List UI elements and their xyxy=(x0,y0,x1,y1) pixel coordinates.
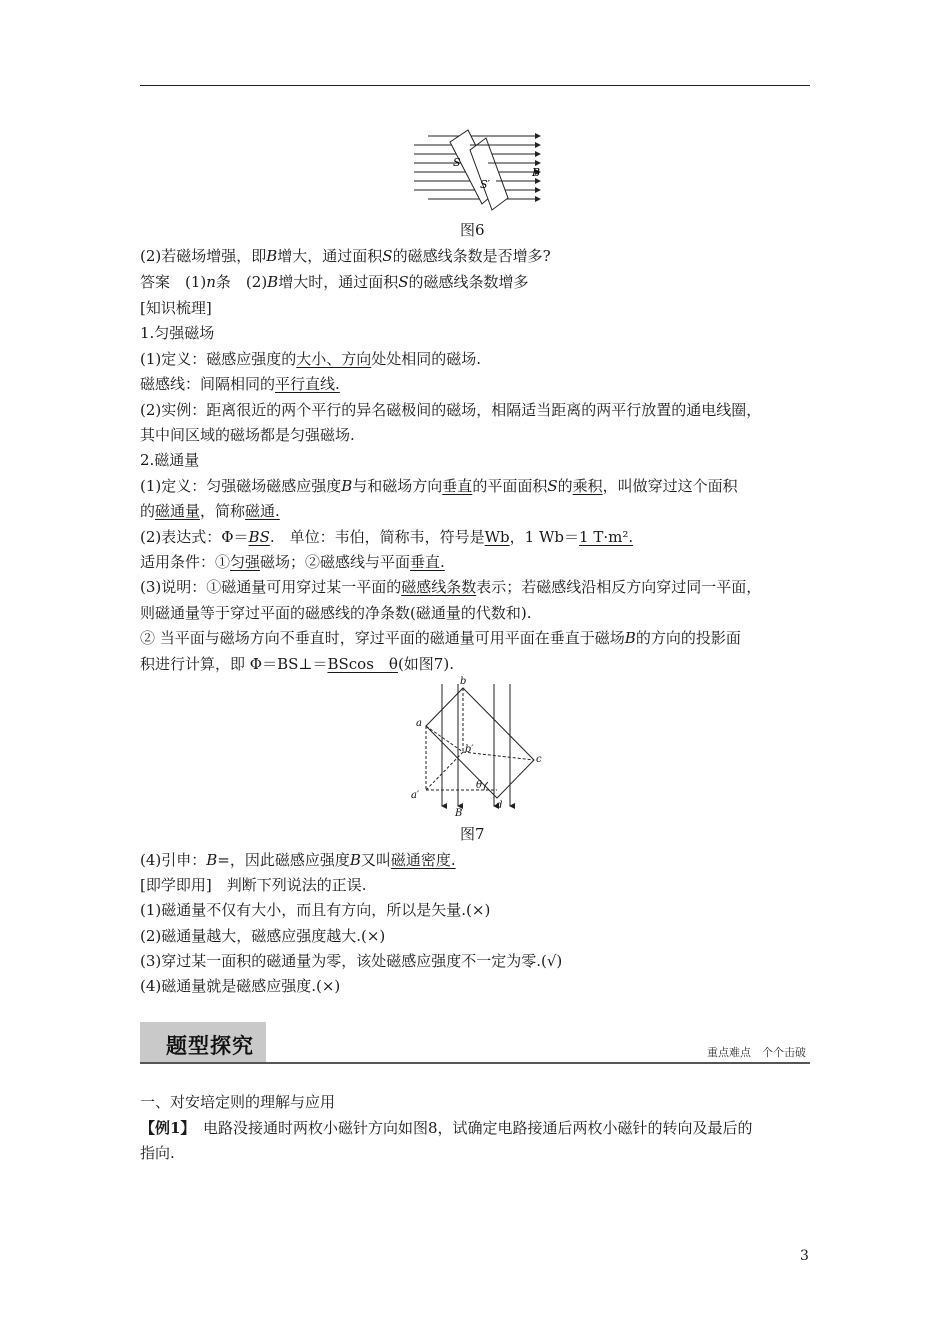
example-1-line-2: 指向. xyxy=(140,1144,175,1162)
label-d: d xyxy=(496,800,503,811)
label-s: S xyxy=(453,156,461,169)
question-2: (2)若磁场增强，即B增大，通过面积S的磁感线条数是否增多? xyxy=(140,247,551,265)
banner-title: 题型探究 xyxy=(166,1034,254,1058)
example-line-2: 其中间区域的磁场都是匀强磁场. xyxy=(140,426,355,444)
section-banner xyxy=(140,1022,810,1064)
knowledge-heading: [知识梳理] xyxy=(140,299,212,317)
uniform-field-definition: (1)定义：磁感应强度的大小、方向处处相同的磁场. xyxy=(140,350,482,368)
label-a-prime: a′ xyxy=(411,790,420,801)
extension-line: (4)引申：B=，因此磁感应强度B又叫磁通密度. xyxy=(140,851,456,869)
page-number: 3 xyxy=(800,1248,809,1264)
practice-heading: [即学即用] 判断下列说法的正误. xyxy=(140,876,367,894)
note-line-3: ② 当平面与磁场方向不垂直时，穿过平面的磁通量可用平面在垂直于磁场B的方向的投影面 xyxy=(140,629,741,647)
practice-item-1: (1)磁通量不仅有大小，而且有方向，所以是矢量.(×) xyxy=(140,901,491,919)
flux-expression: (2)表达式：Φ＝BS. 单位：韦伯，简称韦，符号是Wb，1 Wb＝1 T·m². xyxy=(140,528,634,546)
section-1-heading: 一、对安培定则的理解与应用 xyxy=(140,1093,336,1111)
applicable-conditions: 适用条件：①匀强磁场；②磁感线与平面垂直. xyxy=(140,553,445,571)
section-2-title: 2.磁通量 xyxy=(140,451,200,469)
figure-6 xyxy=(408,128,548,214)
label-field-b: B xyxy=(455,808,463,819)
label-b: B xyxy=(532,166,541,179)
figure-7 xyxy=(408,676,548,820)
banner-rule xyxy=(140,1062,810,1064)
label-c: c xyxy=(536,754,542,765)
practice-item-4: (4)磁通量就是磁感应强度.(×) xyxy=(140,977,341,995)
header-rule xyxy=(140,85,810,86)
example-1-line-1: 【例1】 电路没接通时两枚小磁针方向如图8，试确定电路接通后两枚小磁针的转向及最后的 xyxy=(140,1119,753,1137)
label-a: a xyxy=(416,718,422,729)
label-b-prime: b′ xyxy=(465,744,474,755)
practice-item-3: (3)穿过某一面积的磁通量为零，该处磁感应强度不一定为零.(√) xyxy=(140,952,563,970)
practice-item-2: (2)磁通量越大，磁感应强度越大.(×) xyxy=(140,927,386,945)
example-line-1: (2)实例：距离很近的两个平行的异名磁极间的磁场，相隔适当距离的两平行放置的通电线圈， xyxy=(140,401,762,419)
note-line-1: (3)说明：①磁通量可用穿过某一平面的磁感线条数表示；若磁感线沿相反方向穿过同一平面， xyxy=(140,578,762,596)
answer-line: 答案 (1)n条 (2)B增大时，通过面积S的磁感线条数增多 xyxy=(140,273,529,291)
label-theta: θ xyxy=(476,780,483,791)
note-line-4: 积进行计算，即 Φ＝BS⊥＝BScos θ(如图7). xyxy=(140,655,454,673)
section-1-title: 1.匀强磁场 xyxy=(140,324,215,342)
field-lines-text: 磁感线：间隔相同的平行直线. xyxy=(140,375,340,393)
note-line-2: 则磁通量等于穿过平面的磁感线的净条数(磁通量的代数和). xyxy=(140,604,532,622)
figure-6-caption: 图6 xyxy=(460,221,485,239)
label-s-prime: S′ xyxy=(480,178,491,191)
flux-definition-1: (1)定义：匀强磁场磁感应强度B与和磁场方向垂直的平面面积S的乘积，叫做穿过这个面积 xyxy=(140,477,738,495)
label-b-vertex: b xyxy=(460,676,467,687)
banner-subtitle: 重点难点 个个击破 xyxy=(707,1046,806,1059)
figure-7-caption: 图7 xyxy=(460,825,485,843)
flux-definition-2: 的磁通量，简称磁通. xyxy=(140,502,280,520)
